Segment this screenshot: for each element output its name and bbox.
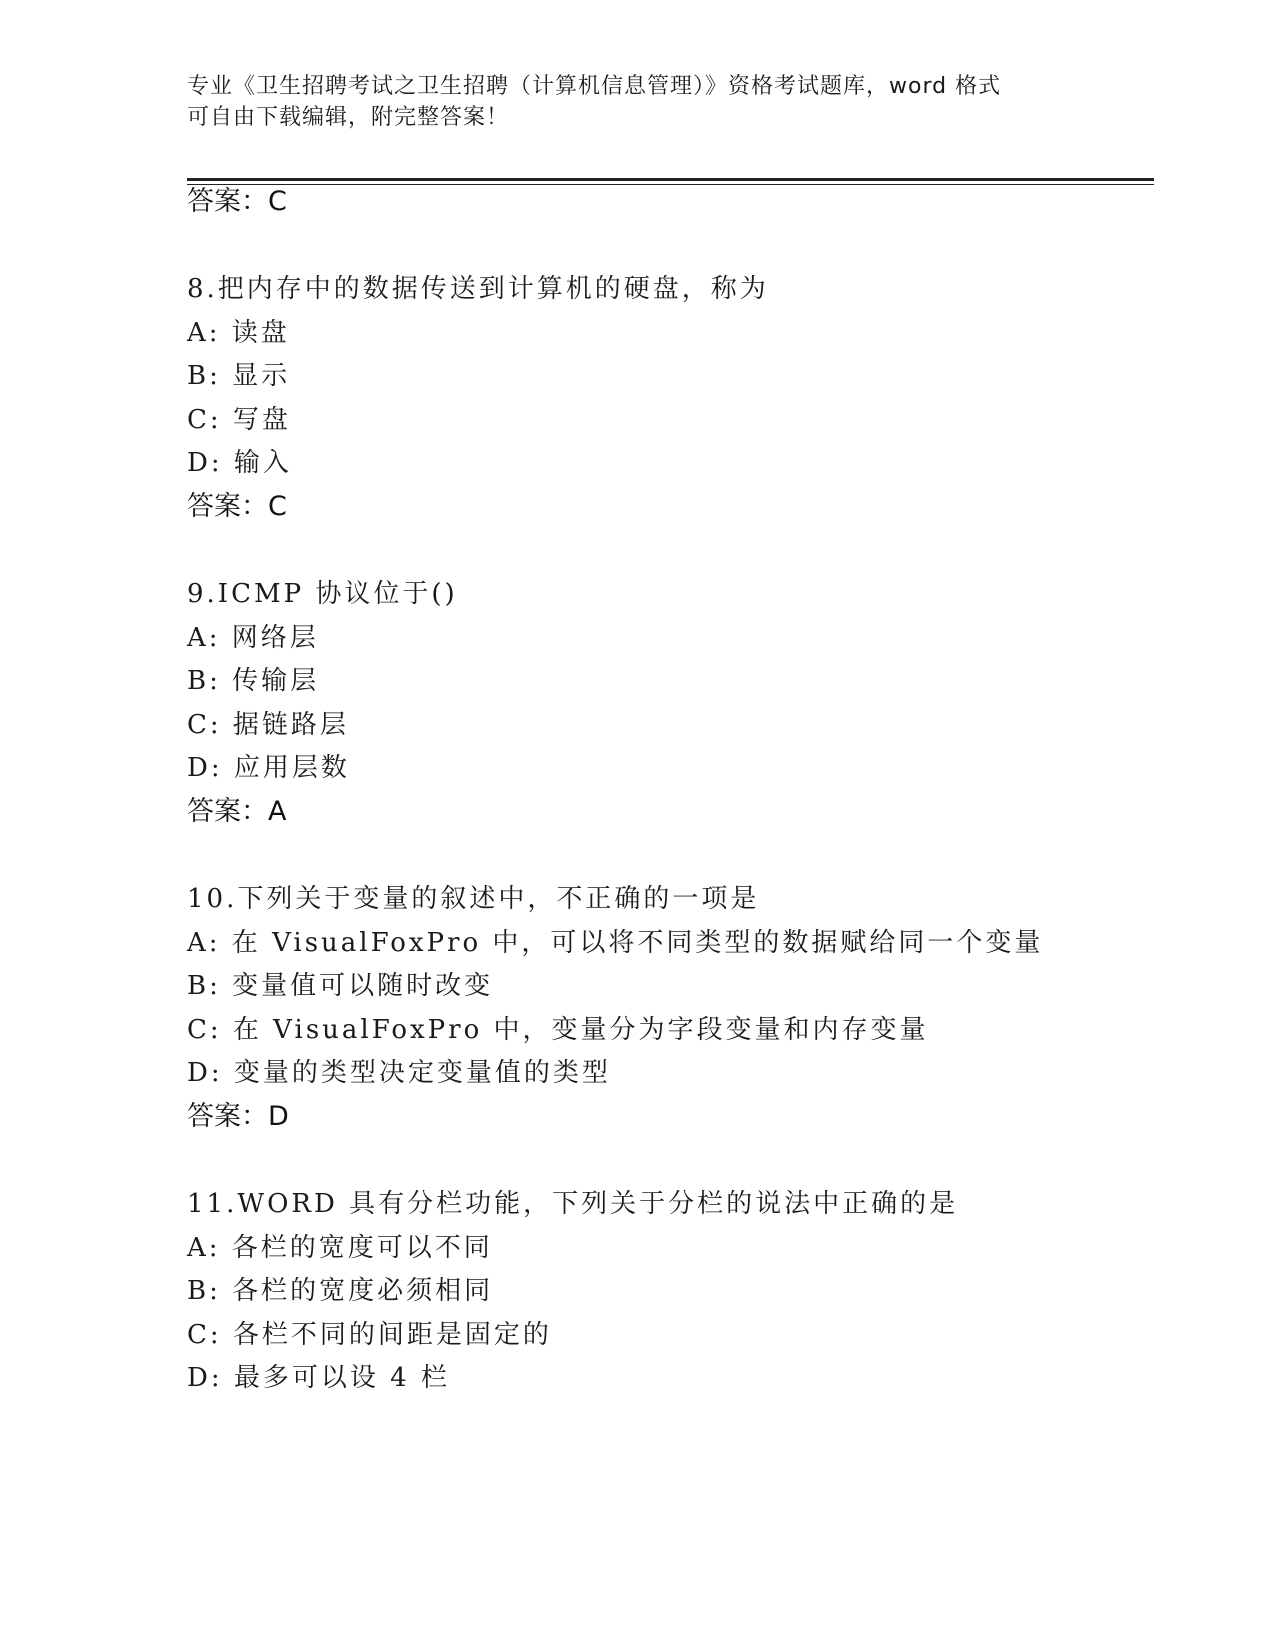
question-11-option-a: A: 各栏的宽度可以不同 <box>187 1233 493 1263</box>
question-11: 11.WORD 具有分栏功能，下列关于分栏的说法中正确的是 <box>187 1189 959 1219</box>
question-9: 9.ICMP 协议位于() <box>187 579 458 609</box>
question-10-answer: 答案：D <box>187 1101 289 1132</box>
question-10: 10.下列关于变量的叙述中，不正确的一项是 <box>187 884 760 914</box>
question-10-option-b: B: 变量值可以随时改变 <box>187 971 494 1001</box>
question-10-option-d: D: 变量的类型决定变量值的类型 <box>187 1058 611 1088</box>
question-8-option-b: B: 显示 <box>187 361 291 391</box>
answer-label: 答案：C <box>187 186 287 217</box>
header-divider-thin <box>187 184 1154 185</box>
question-11-option-d: D: 最多可以设 4 栏 <box>187 1363 450 1393</box>
question-8-answer: 答案：C <box>187 491 287 522</box>
question-8-option-d: D: 输入 <box>187 448 292 478</box>
question-10-option-c: C: 在 VisualFoxPro 中，变量分为字段变量和内存变量 <box>187 1015 929 1045</box>
header-text-line-2: 可自由下载编辑，附完整答案！ <box>187 105 510 130</box>
question-11-option-c: C: 各栏不同的间距是固定的 <box>187 1320 552 1350</box>
header-divider-thick <box>187 178 1154 181</box>
question-8-option-c: C: 写盘 <box>187 405 291 435</box>
question-9-option-b: B: 传输层 <box>187 666 320 696</box>
question-9-option-a: A: 网络层 <box>187 623 319 653</box>
header-text-line-1: 专业《卫生招聘考试之卫生招聘（计算机信息管理）》资格考试题库，word 格式 <box>187 74 1002 99</box>
question-9-answer: 答案：A <box>187 796 287 827</box>
question-8-option-a: A: 读盘 <box>187 318 290 348</box>
question-11-option-b: B: 各栏的宽度必须相同 <box>187 1276 494 1306</box>
question-9-option-d: D: 应用层数 <box>187 753 350 783</box>
question-10-option-a: A: 在 VisualFoxPro 中，可以将不同类型的数据赋给同一个变量 <box>187 928 1044 958</box>
question-8: 8.把内存中的数据传送到计算机的硬盘，称为 <box>187 274 769 304</box>
question-9-option-c: C: 据链路层 <box>187 710 349 740</box>
